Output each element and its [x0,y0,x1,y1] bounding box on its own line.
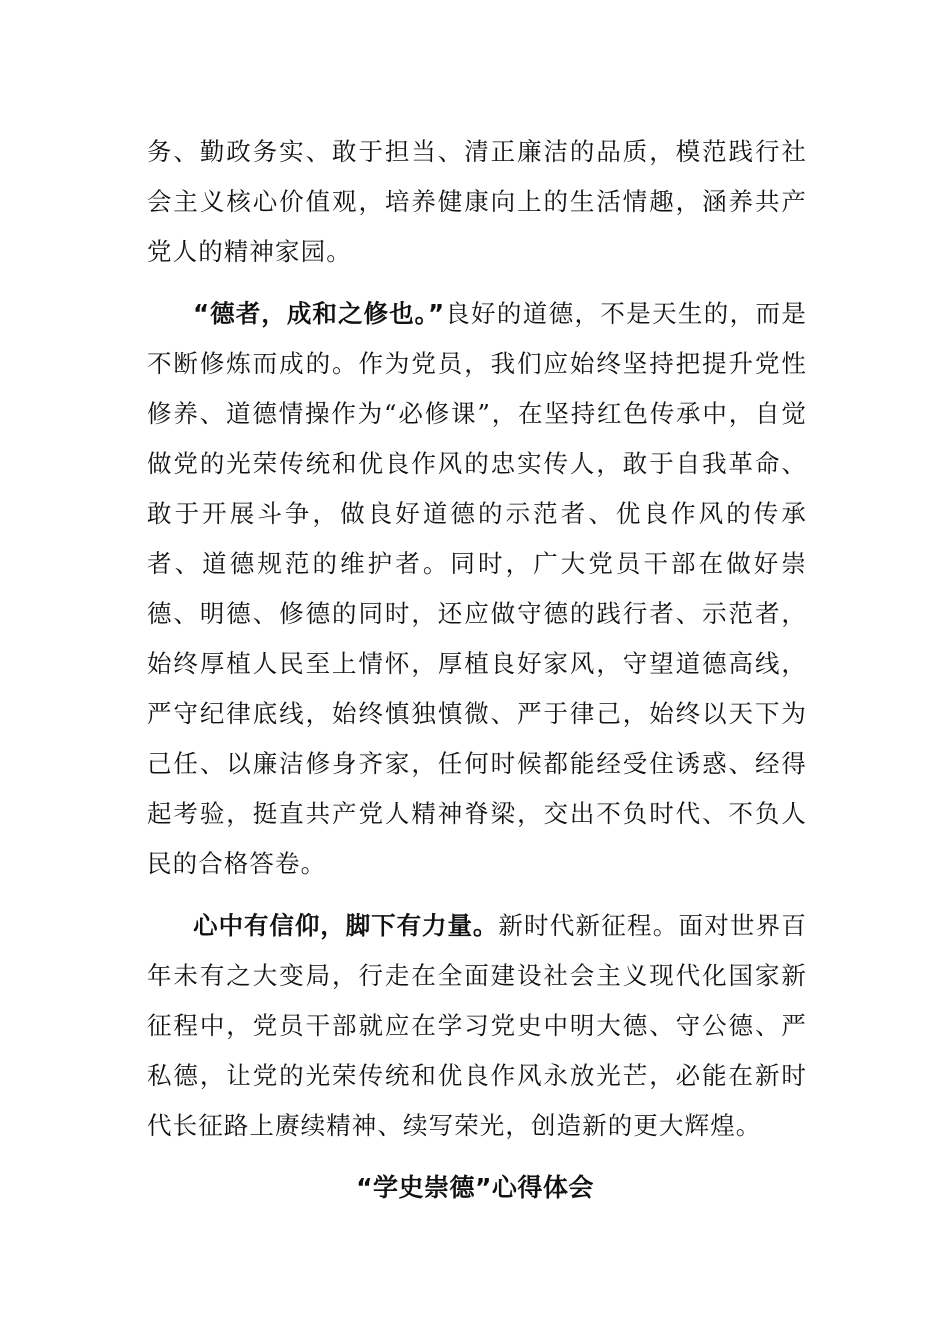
paragraph-faith [147,901,807,1151]
paragraph-3-lead: 心中有信仰，脚下有力量。 [193,911,499,940]
paragraph-2-text: 良好的道德，不是天生的，而是不断修炼而成的。作为党员，我们应始终坚持把提升党性修养、道德情操作为“必修课”，在坚持红色传承中，自觉做党的光荣传统和优良作风的忠实传人，敢于自我革命、敢于开展斗争，做良好道德的示范者、优良作风的传承者、道德规范的维护者。同时，广大党员干部在做好崇德、明德、修德的同时，还应做守德的践行者、示范者，始终厚植人民至上情怀，厚植良好家风，守望道德高线，严守纪律底线，始终慎独慎微、严于律己，始终以天下为己任、以廉洁修身齐家，任何时候都能经受住诱惑、经得起考验，挺直共产党人精神脊梁，交出不负时代、不负人民的合格答卷。 [147,299,807,878]
paragraph-virtue [147,289,807,889]
paragraph-3-text: 新时代新征程。面对世界百年未有之大变局，行走在全面建设社会主义现代化国家新征程中，党员干部就应在学习党史中明大德、守公德、严私德，让党的光荣传统和优良作风永放光芒，必能在新时代长征路上赓续精神、续写荣光，创造新的更大辉煌。 [147,911,807,1140]
paragraph-continuation [147,127,807,277]
paragraph-2-lead: “德者，成和之修也。” [193,299,445,328]
section-heading: “学史崇德”心得体会 [356,1173,594,1202]
paragraph-1-text: 务、勤政务实、敢于担当、清正廉洁的品质，模范践行社会主义核心价值观，培养健康向上的生活情趣，涵养共产党人的精神家园。 [147,137,807,266]
